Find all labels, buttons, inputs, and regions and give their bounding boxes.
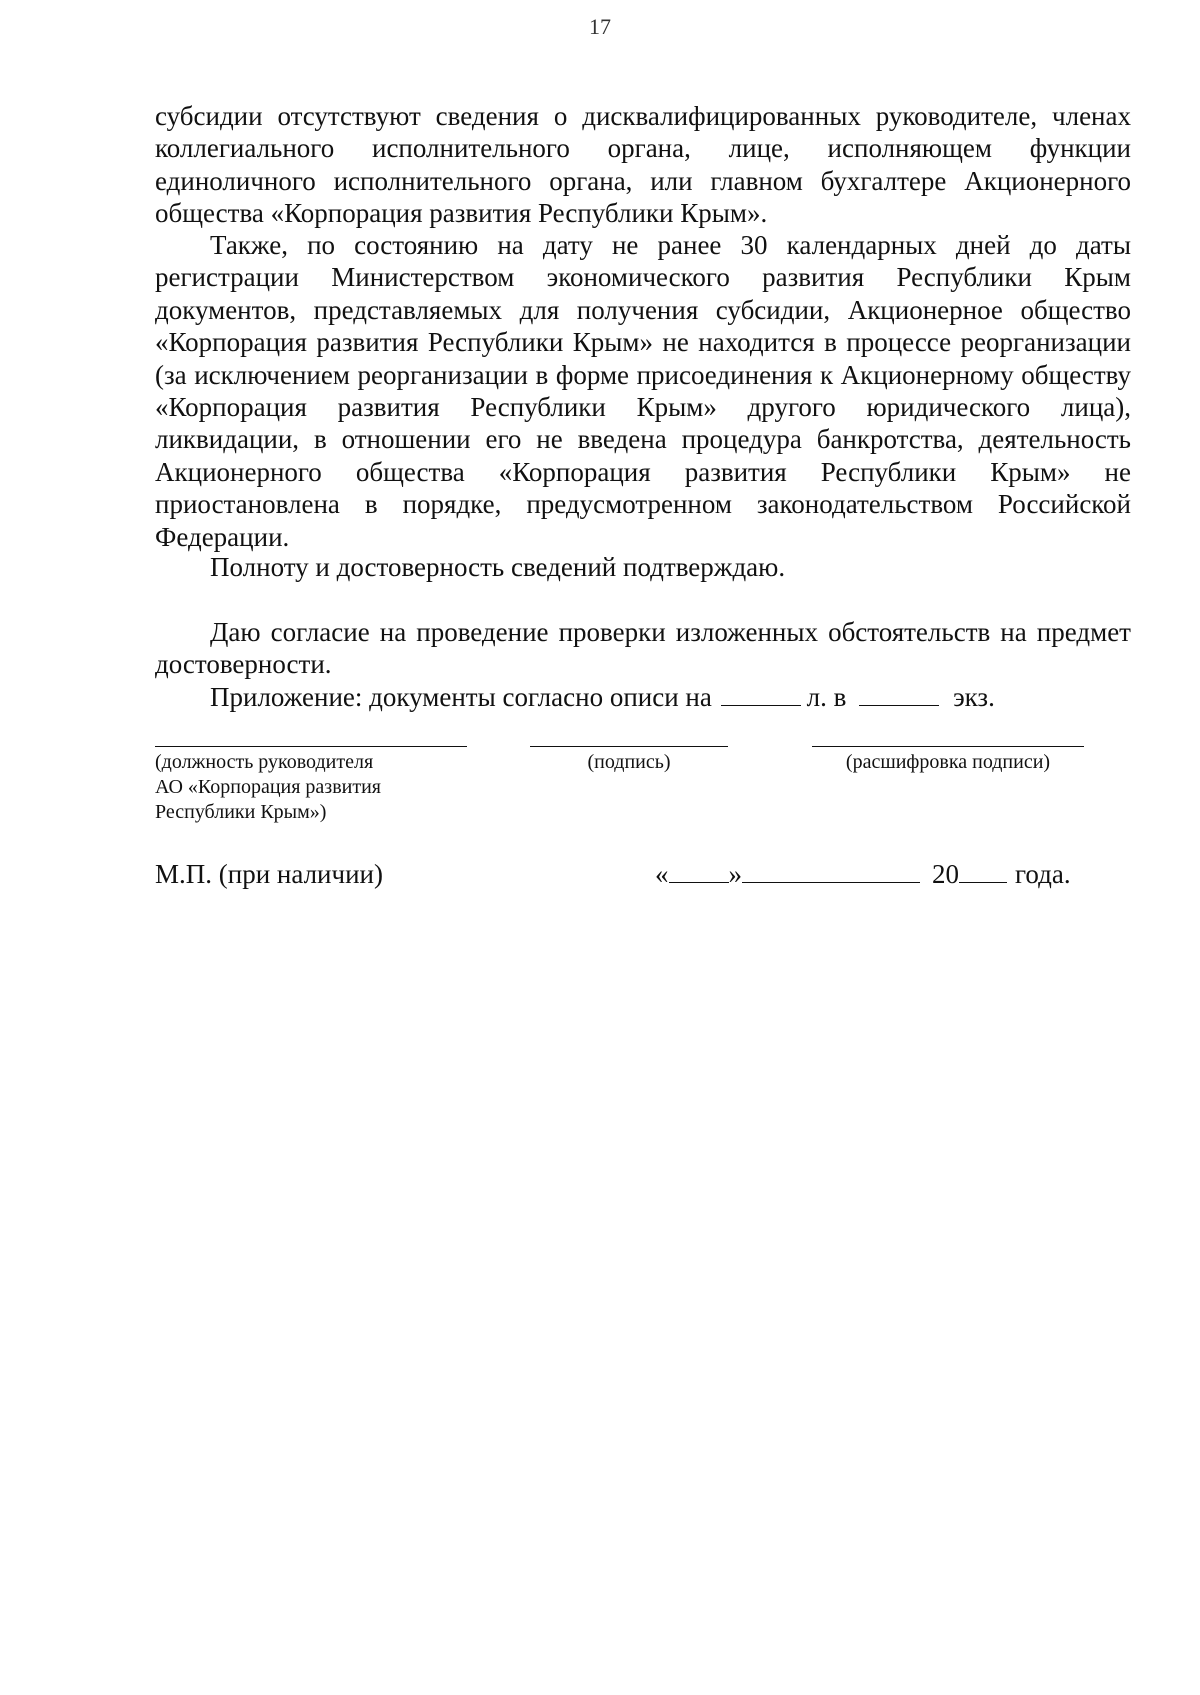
signature-line[interactable] [530, 746, 728, 747]
appendix-line [155, 681, 1131, 713]
year-prefix: 20 [932, 859, 959, 889]
sheets-count-field[interactable] [721, 681, 801, 706]
copies-count-field[interactable] [859, 681, 939, 706]
paragraph-text: Также, по состоянию на дату не ранее 30 календарных дней до даты регистрации Министерством экономического развития Республики Крым документов, представляемых для получения субсидии, Акционерное общество «Корпорация развития Республики Крым» не находится в процессе реорганизации (за исключением реорганизации в форме присоединения к Акционерному обществу «Корпорация развития Республики Крым» другого юридического лица), ликвидации, в отношении его не введена процедура банкротства, деятельность Акционерного общества «Корпорация развития Республики Крым» не приостановлена в порядке, предусмотренном законодательством Российской Федерации. [155, 230, 1131, 552]
year-suffix: года. [1015, 859, 1071, 889]
paragraph-text: субсидии отсутствуют сведения о дисквалифицированных руководителе, членах коллегиального исполнительного органа, лице, исполняющем функции единоличного исполнительного органа, или главном бухгалтере Акционерного общества «Корпорация развития Республики Крым». [155, 101, 1131, 229]
quote-open: « [655, 859, 669, 889]
sheets-unit-label: л. в [806, 682, 847, 712]
decryption-caption: (расшифровка подписи) [845, 751, 1051, 773]
quote-close: » [728, 859, 742, 889]
month-field[interactable] [742, 858, 920, 883]
position-signature-line[interactable] [155, 746, 467, 747]
year-field[interactable] [959, 858, 1007, 883]
page-number: 17 [589, 14, 611, 39]
paragraph-text: Даю согласие на проведение проверки изложенных обстоятельств на предмет достоверности. [155, 617, 1131, 680]
copies-unit-label: экз. [953, 682, 995, 712]
paragraph-confirmation [155, 551, 1131, 583]
stamp-placeholder: М.П. (при наличии) [155, 859, 383, 889]
day-field[interactable] [669, 858, 729, 883]
paragraph-reorganization-status [155, 229, 1131, 553]
signature-caption: (подпись) [587, 751, 671, 773]
date-row [655, 858, 1071, 890]
paragraph-disqualified-persons [155, 100, 1131, 230]
appendix-prefix: Приложение: документы согласно описи на [210, 682, 712, 712]
position-caption: (должность руководителя АО «Корпорация развития Республики Крым») [155, 751, 381, 823]
decryption-signature-line[interactable] [812, 746, 1084, 747]
paragraph-consent [155, 616, 1131, 681]
paragraph-text: Полноту и достоверность сведений подтверждаю. [210, 552, 786, 582]
